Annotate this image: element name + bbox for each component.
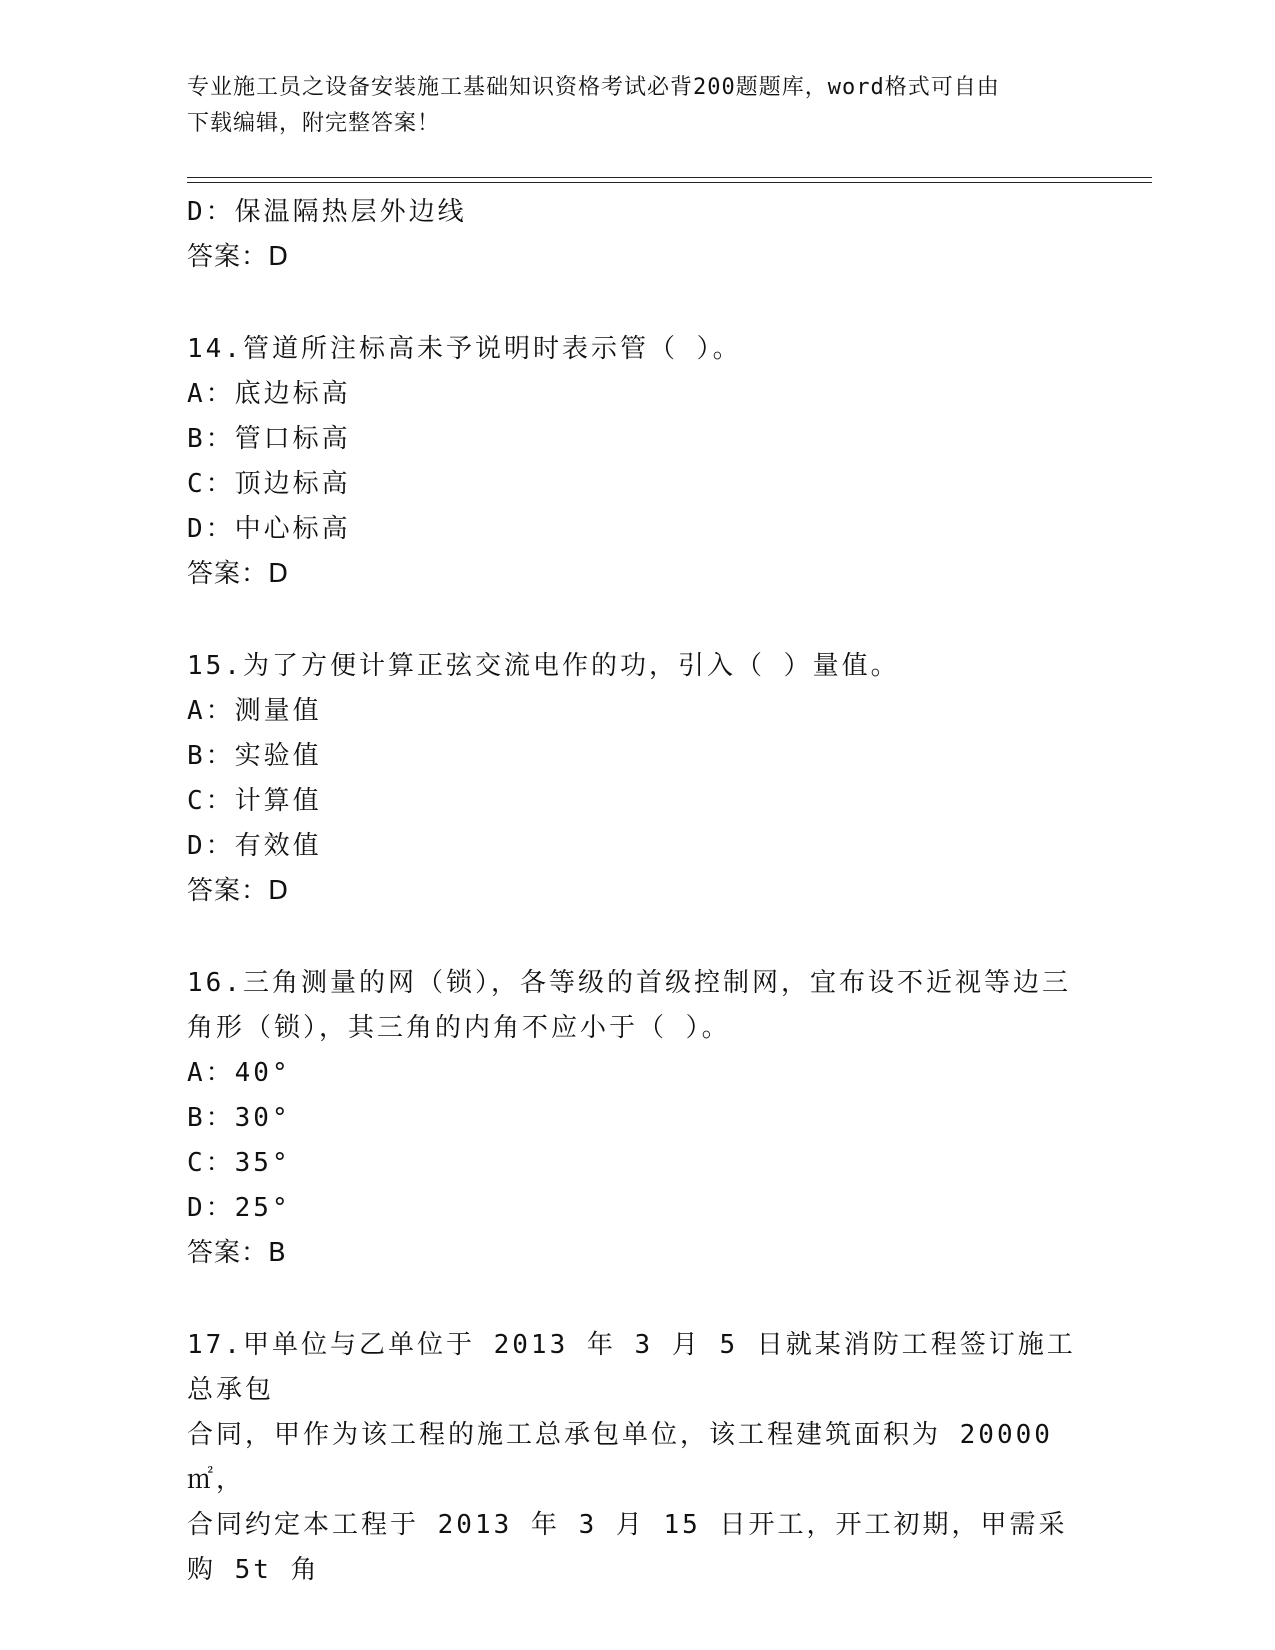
answer: 答案：D	[187, 242, 290, 272]
option-c: C：计算值	[187, 786, 322, 816]
option-b: B：实验值	[187, 741, 322, 771]
answer: 答案：D	[187, 559, 290, 589]
option-d: D：中心标高	[187, 514, 351, 544]
document-header	[187, 70, 1087, 142]
question-16	[187, 961, 1087, 1276]
option-d: D：保温隔热层外边线	[187, 197, 467, 227]
header-divider-top	[187, 177, 1152, 178]
option-c: C：顶边标高	[187, 469, 351, 499]
option-a: A：40°	[187, 1058, 291, 1088]
option-c: C：35°	[187, 1148, 291, 1178]
answer: 答案：D	[187, 876, 290, 906]
answer: 答案：B	[187, 1238, 287, 1268]
question-13-tail	[187, 190, 1087, 280]
option-d: D：25°	[187, 1193, 291, 1223]
option-b: B：管口标高	[187, 424, 351, 454]
question-stem-line-3: 合同约定本工程于 2013 年 3 月 15 日开工，开工初期，甲需采购 5t 角	[187, 1510, 1068, 1585]
option-d: D：有效值	[187, 831, 322, 861]
option-a: A：底边标高	[187, 379, 351, 409]
header-line-2: 下载编辑，附完整答案！	[187, 111, 441, 136]
question-stem: 15.为了方便计算正弦交流电作的功，引入（ ）量值。	[187, 651, 900, 681]
question-15	[187, 644, 1087, 914]
question-stem: 14.管道所注标高未予说明时表示管（ ）。	[187, 334, 742, 364]
question-14	[187, 327, 1087, 597]
header-line-1: 专业施工员之设备安装施工基础知识资格考试必背200题题库，word格式可自由	[187, 75, 1000, 100]
question-stem-line-2: 合同，甲作为该工程的施工总承包单位，该工程建筑面积为 20000㎡，	[187, 1420, 1053, 1495]
question-stem-line-1: 17.甲单位与乙单位于 2013 年 3 月 5 日就某消防工程签订施工总承包	[187, 1330, 1076, 1405]
question-list	[187, 190, 1087, 1593]
option-b: B：30°	[187, 1103, 291, 1133]
header-divider-bottom	[187, 182, 1152, 183]
option-a: A：测量值	[187, 696, 322, 726]
question-stem-line-2: 角形（锁），其三角的内角不应小于（ ）。	[187, 1013, 731, 1043]
question-17	[187, 1323, 1087, 1593]
question-stem-line-1: 16.三角测量的网（锁），各等级的首级控制网，宜布设不近视等边三	[187, 968, 1071, 998]
